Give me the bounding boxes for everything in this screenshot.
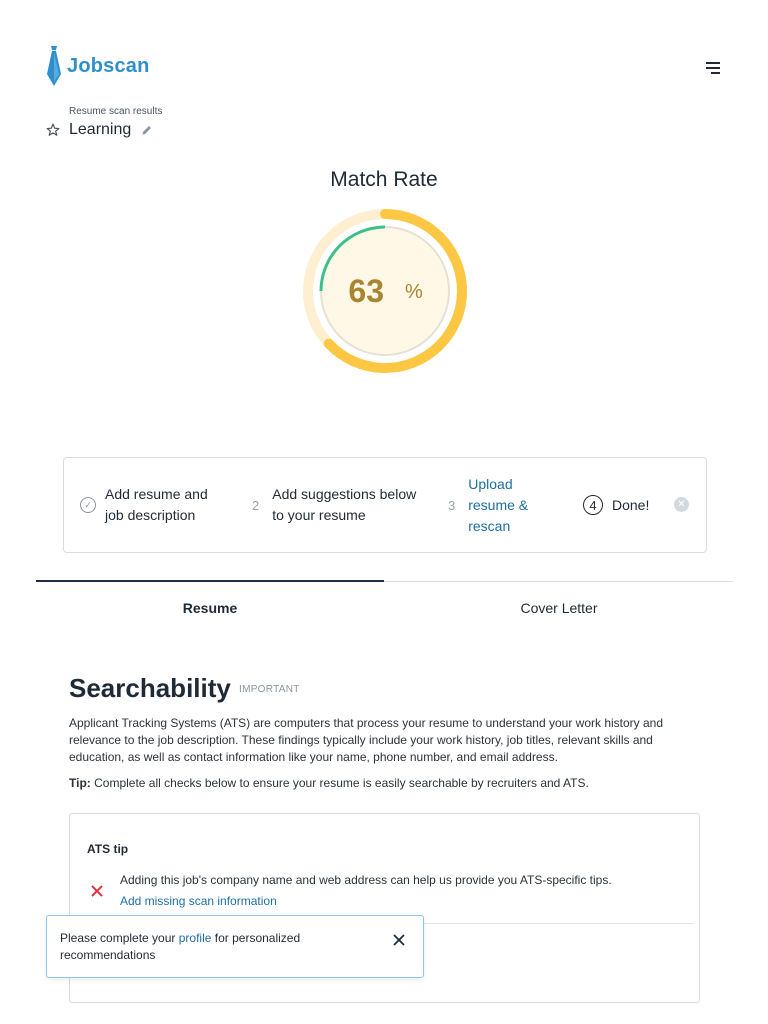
importance-badge: IMPORTANT	[239, 684, 300, 695]
result-tabs	[36, 580, 733, 625]
scan-title-row	[46, 121, 153, 139]
progress-steps	[63, 457, 707, 553]
match-rate-value: 63	[348, 273, 384, 309]
step-4	[583, 458, 649, 552]
ats-tip-heading: ATS tip	[87, 842, 129, 856]
close-steps-icon[interactable]: ✕	[674, 497, 689, 512]
close-icon[interactable]	[392, 933, 406, 947]
tab-divider	[384, 581, 733, 582]
profile-link[interactable]: profile	[178, 931, 212, 945]
tip-label: Tip:	[69, 776, 91, 790]
ats-tip-text: Adding this job's company name and web address can help us provide you ATS-specific tips.	[120, 873, 612, 887]
step-4-label: Done!	[612, 496, 650, 513]
step-2-label: Add suggestions below to your resume	[272, 486, 417, 523]
match-rate-gauge	[300, 204, 470, 379]
scan-title: Learning	[69, 121, 132, 138]
match-rate-title: Match Rate	[330, 168, 438, 191]
logo-text: Jobscan	[67, 54, 150, 77]
star-icon[interactable]	[46, 123, 60, 137]
match-rate-unit: %	[405, 281, 423, 303]
hamburger-menu-icon[interactable]	[703, 58, 723, 78]
step-3[interactable]	[448, 458, 528, 552]
jobscan-logo[interactable]	[46, 46, 150, 86]
step-3-link[interactable]: Upload resume & rescan	[468, 475, 529, 534]
add-scan-info-link[interactable]: Add missing scan information	[120, 894, 277, 908]
tab-active-indicator	[36, 580, 384, 582]
error-x-icon	[89, 883, 105, 899]
step-1	[80, 458, 208, 552]
tab-resume[interactable]: Resume	[182, 600, 238, 616]
step-3-number: 3	[448, 497, 456, 513]
toast-message: Please complete your profile for personalized recommendations	[60, 931, 301, 962]
tab-cover-letter[interactable]: Cover Letter	[520, 600, 598, 616]
step-2	[252, 458, 416, 552]
tip-text: Complete all checks below to ensure your resume is easily searchable by recruiters and ATS.	[90, 776, 589, 790]
profile-toast	[46, 915, 424, 978]
app-header	[0, 0, 768, 100]
step-2-number: 2	[252, 497, 260, 513]
section-tip	[69, 776, 689, 790]
scan-subtitle: Resume scan results	[69, 106, 163, 117]
step-4-number: 4	[583, 495, 603, 515]
edit-pencil-icon[interactable]	[141, 124, 153, 136]
check-circle-icon: ✓	[80, 497, 96, 513]
step-1-label: Add resume and job description	[105, 486, 208, 523]
section-title: Searchability	[69, 673, 231, 703]
section-description: Applicant Tracking Systems (ATS) are computers that process your resume to understand your work history and relevance to the job description. These findings typically include your work history, job titles, relevant skills and education, as well as contact information like your name, phone number, and email address.	[69, 716, 664, 764]
tie-logo-icon	[46, 46, 62, 86]
